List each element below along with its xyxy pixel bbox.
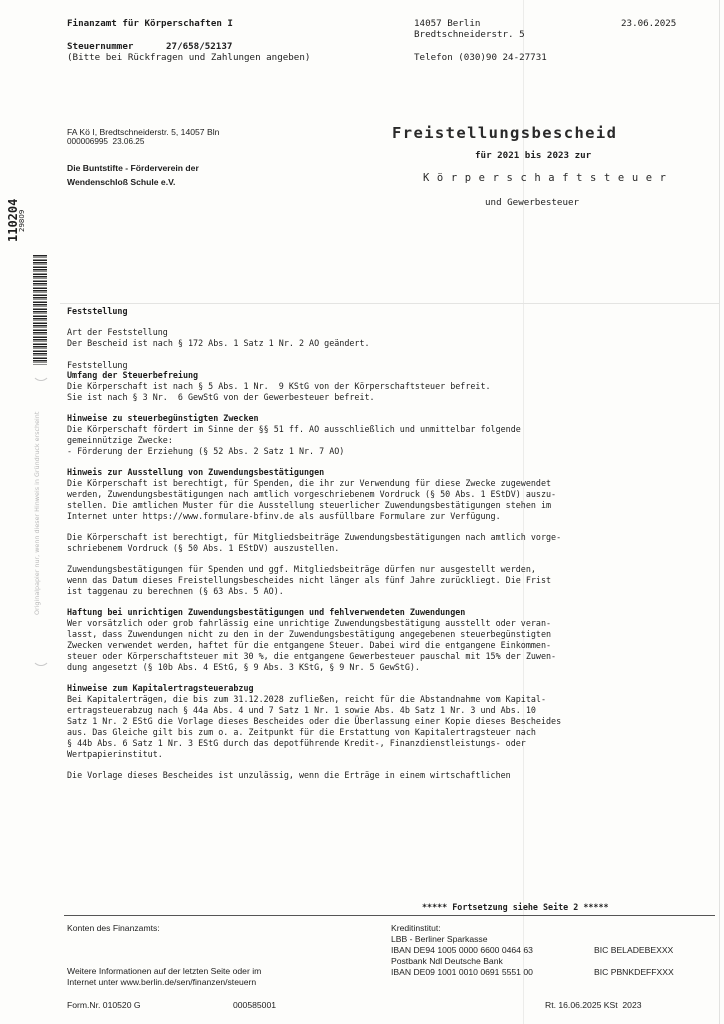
info-line1: Weitere Informationen auf der letzten Seite oder im xyxy=(67,966,262,976)
ausstellung-heading: Hinweis zur Ausstellung von Zuwendungsbestätigungen xyxy=(67,467,325,477)
punch-hole-mark xyxy=(32,648,50,666)
info-line2: Internet unter www.berlin.de/sen/finanzen/steuern xyxy=(67,977,257,987)
ausstellung-line: Die Körperschaft ist berechtigt, für Spenden, die ihr zur Verwendung für diese Zwecke zugewendet xyxy=(67,478,552,488)
feststellung-label: Feststellung xyxy=(67,360,128,370)
office-phone: Telefon (030)90 24-27731 xyxy=(414,52,547,63)
margin-small-number: 29809 xyxy=(18,209,26,232)
tax-number-note: (Bitte bei Rückfragen und Zahlungen angeben) xyxy=(67,52,311,63)
tax-number: 27/658/52137 xyxy=(166,41,233,52)
form-number: Form.Nr. 010520 G xyxy=(67,1000,141,1010)
frist-line: Zuwendungsbestätigungen für Spenden und ggf. Mitgliedsbeiträge dürfen nur ausgestellt werden, xyxy=(67,564,536,574)
punch-hole-mark xyxy=(32,363,50,381)
frist-line: wenn das Datum dieses Freistellungsbescheides nicht länger als fünf Jahre zurückliegt. Die Frist xyxy=(67,575,552,585)
art-heading: Art der Feststellung xyxy=(67,327,168,337)
accounts-label: Konten des Finanzamts: xyxy=(67,923,160,933)
umfang-heading: Umfang der Steuerbefreiung xyxy=(67,370,199,380)
assessment-period: für 2021 bis 2023 zur xyxy=(475,150,592,161)
haftung-heading: Haftung bei unrichtigen Zuwendungsbestätigungen und fehlverwendeten Zuwendungen xyxy=(67,607,466,617)
continuation-note: ***** Fortsetzung siehe Seite 2 ***** xyxy=(422,902,609,912)
kapital-line: Satz 1 Nr. 2 EStG die Vorlage dieses Bescheides oder die Überlassung einer Kopie dieses Bescheides xyxy=(67,716,562,726)
mitglied-line: Die Körperschaft ist berechtigt, für Mitgliedsbeiträge Zuwendungsbestätigungen nach amtlich vorge- xyxy=(67,532,562,542)
kapital-line: § 44b Abs. 6 Satz 1 Nr. 3 EStG durch das depotführende Kredit-, Finanzdienstleistungs- oder xyxy=(67,738,526,748)
footer-divider xyxy=(64,915,715,916)
kapital-line: Bei Kapitalerträgen, die bis zum 31.12.2028 zufließen, reicht für die Abstandnahme vom Kapital- xyxy=(67,694,547,704)
paper-fold-horizontal xyxy=(60,303,720,304)
umfang-line: Die Körperschaft ist nach § 5 Abs. 1 Nr. 9 KStG von der Körperschaftsteuer befreit. xyxy=(67,381,491,391)
kapital-line: aus. Das Gleiche gilt bis zum o. a. Zeitpunkt für die Erstattung von Kapitalertragsteuer nach xyxy=(67,727,536,737)
recipient-line2: Wendenschloß Schule e.V. xyxy=(67,177,176,187)
bank1-name: LBB - Berliner Sparkasse xyxy=(391,934,488,944)
frist-line: ist taggenau zu berechnen (§ 63 Abs. 5 AO). xyxy=(67,586,284,596)
recipient-line1: Die Buntstifte - Förderverein der xyxy=(67,163,199,173)
office-address-line2: Bredtschneiderstr. 5 xyxy=(414,29,525,40)
tax-number-label: Steuernummer xyxy=(67,41,134,52)
kapital-heading: Hinweise zum Kapitalertragsteuerabzug xyxy=(67,683,254,693)
bank-label: Kreditinstitut: xyxy=(391,923,441,933)
umfang-line: Sie ist nach § 3 Nr. 6 GewStG von der Gewerbesteuer befreit. xyxy=(67,392,375,402)
ausstellung-line: Internet unter https://www.formulare-bfinv.de als ausfüllbare Formulare zur Verfügung. xyxy=(67,511,501,521)
office-name: Finanzamt für Körperschaften I xyxy=(67,18,233,29)
bank2-bic: BIC PBNKDEFFXXX xyxy=(594,967,674,977)
reference-line: Rt. 16.06.2025 KSt 2023 xyxy=(545,1000,642,1010)
barcode-number: 110204 xyxy=(6,198,20,242)
vorlage-line: Die Vorlage dieses Bescheides ist unzulässig, wenn die Erträge in einem wirtschaftlichen xyxy=(67,770,511,780)
document-title: Freistellungsbescheid xyxy=(392,124,618,142)
bank1-bic: BIC BELADEBEXXX xyxy=(594,945,674,955)
barcode xyxy=(33,255,47,365)
heading-feststellung: Feststellung xyxy=(67,306,128,316)
haftung-line: dung angesetzt (§ 10b Abs. 4 EStG, § 9 Abs. 3 KStG, § 9 Nr. 5 GewStG). xyxy=(67,662,420,672)
haftung-line: Wer vorsätzlich oder grob fahrlässig eine unrichtige Zuwendungsbestätigung ausstellt oder veran- xyxy=(67,618,552,628)
green-print-note: Originalpapier nur, wenn dieser Hinweis in Gründruck erscheint xyxy=(33,411,41,615)
zwecke-line: Die Körperschaft fördert im Sinne der §§ 51 ff. AO ausschließlich und unmittelbar folgende xyxy=(67,424,521,434)
haftung-line: steuer oder Körperschaftsteuer mit 30 %, die entgangene Gewerbesteuer pauschal mit 15% der Zuwen- xyxy=(67,651,557,661)
ausstellung-line: werden, Zuwendungsbestätigungen nach amtlich vorgeschriebenem Vordruck (§ 50 Abs. 1 EStDV) auszu- xyxy=(67,489,557,499)
sender-reference: 000006995 23.06.25 xyxy=(67,137,145,146)
bank2-iban: IBAN DE09 1001 0010 0691 5551 00 xyxy=(391,967,533,977)
zwecke-heading: Hinweise zu steuerbegünstigten Zwecken xyxy=(67,413,259,423)
haftung-line: lasst, dass Zuwendungen nicht zu den in der Zuwendungsbestätigung angegebenen steuerbegünstigten xyxy=(67,629,552,639)
office-address-line1: 14057 Berlin xyxy=(414,18,481,29)
document-code: 000585001 xyxy=(233,1000,277,1010)
bank2-name: Postbank Ndl Deutsche Bank xyxy=(391,956,503,966)
tax-type-extra: und Gewerbesteuer xyxy=(485,197,580,208)
sender-return-line: FA Kö I, Bredtschneiderstr. 5, 14057 Bln xyxy=(67,127,220,137)
bank1-iban: IBAN DE94 1005 0000 6600 0464 63 xyxy=(391,945,533,955)
kapital-line: ertragsteuerabzug nach § 44a Abs. 4 und 7 Satz 1 Nr. 1 sowie Abs. 4b Satz 1 Nr. 3 und Abs. 10 xyxy=(67,705,536,715)
zwecke-line: gemeinnützige Zwecke: xyxy=(67,435,173,445)
art-text: Der Bescheid ist nach § 172 Abs. 1 Satz 1 Nr. 2 AO geändert. xyxy=(67,338,370,348)
mitglied-line: schriebenem Vordruck (§ 50 Abs. 1 EStDV) auszustellen. xyxy=(67,543,340,553)
zwecke-line: - Förderung der Erziehung (§ 52 Abs. 2 Satz 1 Nr. 7 AO) xyxy=(67,446,345,456)
tax-type: Körperschaftsteuer xyxy=(423,172,674,184)
letter-date: 23.06.2025 xyxy=(621,18,677,29)
paper-edge xyxy=(719,0,720,1024)
ausstellung-line: stellen. Die amtlichen Muster für die Ausstellung steuerlicher Zuwendungsbestätigungen stehen im xyxy=(67,500,552,510)
kapital-line: Wertpapierinstitut. xyxy=(67,749,163,759)
haftung-line: Zwecken verwendet werden, haftet für die entgangene Steuer. Dabei wird die entgangene Einkommen- xyxy=(67,640,552,650)
